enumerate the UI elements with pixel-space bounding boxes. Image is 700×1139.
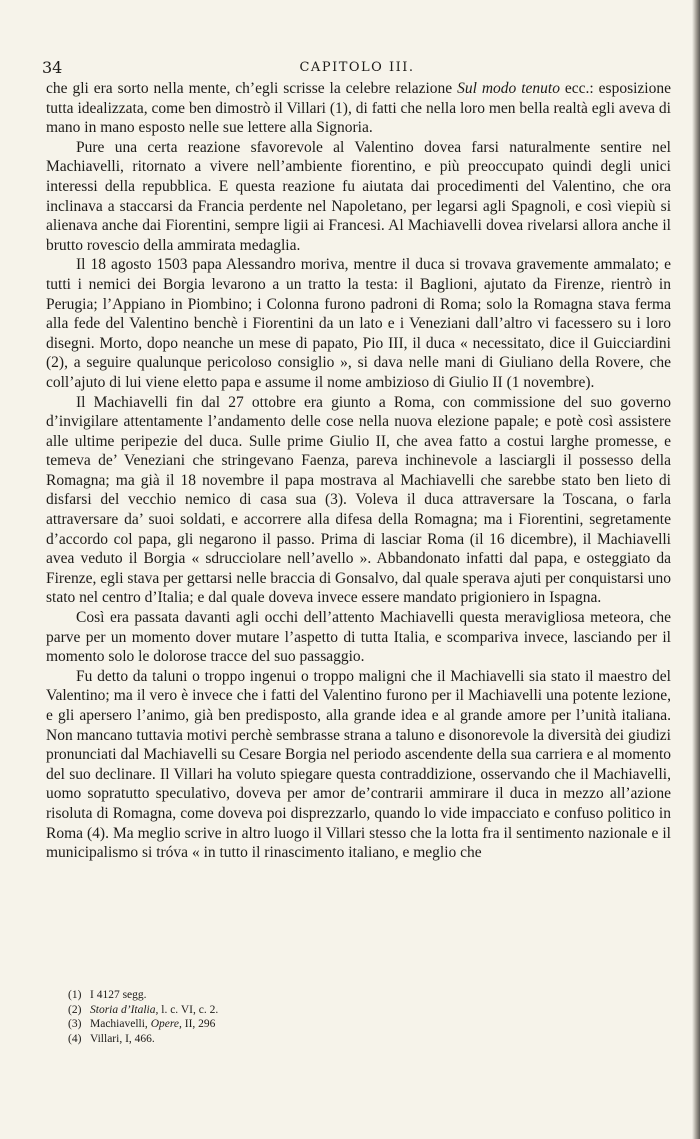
footnotes — [68, 988, 628, 1046]
page-header — [42, 58, 672, 78]
paragraph — [46, 79, 671, 138]
paragraph-text: che gli era sorto nella mente, ch’egli scrisse la celebre relazione — [46, 80, 458, 97]
footnote — [68, 988, 628, 1003]
paragraph: Pure una certa reazione sfavorevole al Valentino dovea farsi naturalmente sentire nel Machiavelli, ritornato a vivere nell’ambiente fiorentino, e più preoccupato quindi degli unici interessi della repubblica. E questa reazione fu aiutata dai procedimenti del Valentino, che ora inclinava a staccarsi da Francia perdente nel Napoletano, per legarsi agli Spagnoli, e così viepiù si alienava anche dai Fiorentini, sempre ligii ai Francesi. Al Machiavelli dovea rivelarsi allora anche il brutto rovescio della ammirata medaglia. — [46, 138, 671, 254]
footnote-text: II, 296 — [181, 1018, 216, 1030]
footnote-title: Opere, — [150, 1018, 182, 1030]
body-text — [46, 79, 671, 863]
footnote-mark: (4) — [68, 1032, 82, 1045]
footnote — [68, 1032, 628, 1047]
footnote-title: Storia d’Italia, — [90, 1003, 159, 1016]
footnote-mark: (1) — [68, 989, 82, 1001]
footnote — [68, 1003, 628, 1018]
work-title: Sul modo tenuto — [457, 80, 560, 97]
paragraph: Il 18 agosto 1503 papa Alessandro moriva, mentre il duca si trovava gravemente ammalato; e tutti i nemici dei Borgia levarono a un tratto la testa: il Baglioni, ajutato da Firenze, rientrò in Perugia; l’Appiano in Piombino; i Colonna furono padroni di Roma; solo la Romagna stava ferma alla fede del Valentino benchè i Fiorentini da un lato e i Veneziani dall’altro vi facessero su i loro disegni. Morto, dopo neanche un mese di papato, Pio III, il duca « necessitato, dice il Guicciardini (2), a seguire qualunque pericoloso consiglio », si dava nelle mani di Giuliano della Rovere, che coll’ajuto di lui viene eletto papa e assume il nome ambizioso di Giulio II (1 novembre). — [46, 256, 671, 391]
footnote-text: Villari, I, 466. — [90, 1032, 155, 1045]
footnote-mark: (2) — [68, 1003, 82, 1016]
footnote — [68, 1017, 628, 1032]
paragraph-text: ecc.: esposizione tutta idealizzata, come ben dimostrò il Villari (1), di fatti che nella loro men bella realtà egli aveva di mano in mano esposto nelle sue lettere alla Signoria. — [46, 80, 671, 137]
paragraph: Il Machiavelli fin dal 27 ottobre era giunto a Roma, con commissione del suo governo d’invigilare attentamente l’andamento delle cose nella nuova elezione papale; e potè così assistere alle ultime peripezie del duca. Sulle prime Giulio II, che avea fatto a costui larghe promesse, e temeva de’ Veneziani che stringevano Faenza, pareva inchinevole a lasciargli il possesso della Romagna; ma già il 18 novembre il papa mostrava al Machiavelli che sarebbe stato ben lieto di disfarsi del vecchio nemico di casa sua (3). Voleva il duca attraversare la Toscana, o farla attraversare da’ suoi soldati, e accorrere alla difesa della Romagna; ma i Fiorentini, segretamente d’accordo col papa, gli negarono il passo. Prima di lasciar Roma (il 16 dicembre), il Machiavelli avea veduto il Borgia « sdrucciolare nell’avello ». Abbandonato infatti dal papa, e osteggiato da Firenze, egli stava per gettarsi nelle braccia di Gonsalvo, dal quale sperava ajuti per conquistarsi uno stato nel centro d’Italia; e dal quale doveva invece essere mandato prigioniero in Ispagna. — [46, 393, 671, 607]
footnote-text: I 4127 segg. — [90, 989, 147, 1001]
paragraph: Fu detto da taluni o troppo ingenui o troppo maligni che il Machiavelli sia stato il maestro del Valentino; ma il vero è invece che i fatti del Valentino furono per il Machiavelli una potente lezione, e gli apersero l’animo, già ben predisposto, alla grande idea e al grande amore per l’unità italiana. Non mancano tuttavia motivi perchè sembrasse strana a taluno e disonorevole la diversità dei giudizi pronunciati dal Machiavelli su Cesare Borgia nel periodo ascendente della sua carriera e al momento del suo declinare. Il Villari ha voluto spiegare questa contraddizione, osservando che il Machiavelli, uomo sopratutto speculativo, doveva per amor de’contrarii ammirare il duca in mezzo all’azione risoluta di Romagna, come doveva poi disprezzarlo, quando lo vide impacciato e confuso politico in Roma (4). Ma meglio scrive in altro luogo il Villari stesso che la lotta fra il sentimento nazionale e il municipalismo si tróva « in tutto il rinascimento italiano, e meglio che — [46, 667, 671, 862]
footnote-mark: (3) — [68, 1018, 82, 1030]
paragraph: Così era passata davanti agli occhi dell’attento Machiavelli questa meravigliosa meteora, che parve per un momento dover mutare l’aspetto di tutta Italia, e scompariva invece, lasciando per il momento solo le dolorose tracce del suo passaggio. — [46, 609, 671, 666]
footnote-text: l. c. VI, c. 2. — [158, 1003, 219, 1016]
running-title: CAPITOLO III. — [299, 60, 415, 75]
page-edge-shadow — [692, 0, 700, 1139]
footnote-text: Machiavelli, — [90, 1018, 151, 1030]
page-number: 34 — [42, 58, 63, 77]
